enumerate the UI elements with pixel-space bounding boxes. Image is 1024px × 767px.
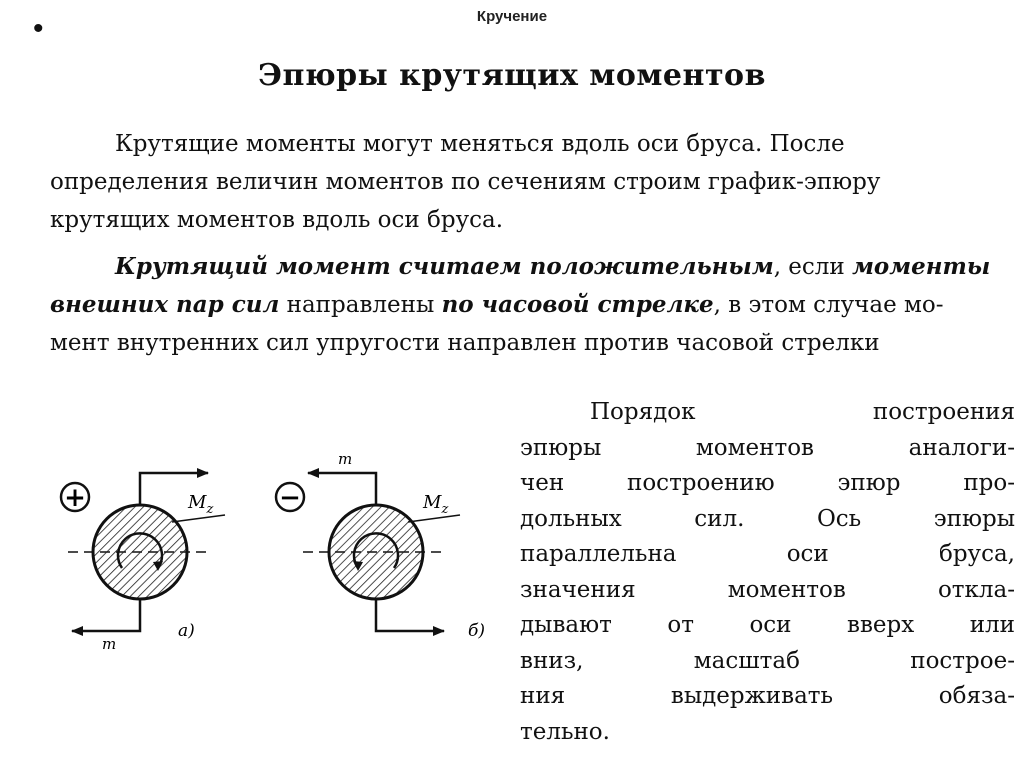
- couple-label-right: m: [338, 450, 353, 468]
- shaft-section-right: [329, 505, 423, 599]
- diagram-positive: [61, 473, 225, 653]
- moment-label-right: $M_z$: [423, 492, 449, 517]
- moment-label-left: $M_z$: [188, 492, 214, 517]
- couple-label-left: m: [102, 635, 117, 653]
- side-line-8: вниз, масштаб построе-: [520, 647, 1015, 674]
- side-line-10: тельно.: [520, 718, 610, 745]
- torque-sign-diagram: [40, 440, 510, 670]
- paragraph2-text: , в этом случае мо-: [713, 292, 944, 318]
- bullet-marker: •: [33, 12, 44, 45]
- paragraph2-text: направлены: [279, 292, 442, 318]
- shaft-section-left: [93, 505, 187, 599]
- side-line-9: ния выдерживать обяза-: [520, 683, 1015, 709]
- emphasis-moments: моменты: [852, 253, 991, 280]
- force-arrow-bottom-left: [72, 599, 140, 631]
- sign-negative: −: [279, 483, 301, 513]
- paragraph2-line-3: мент внутренних сил упругости направлен против часовой стрелки: [50, 330, 880, 356]
- moment-leader-left: [172, 515, 225, 522]
- side-line-6: значения моментов откла-: [520, 576, 1015, 603]
- paragraph1-line-1: Крутящие моменты могут меняться вдоль оси бруса. После: [115, 131, 845, 157]
- side-line-1: Порядок построения: [590, 399, 1015, 425]
- side-line-4: дольных сил. Ось эпюры: [520, 505, 1015, 532]
- paragraph2-text: , если: [773, 254, 853, 280]
- paragraph1-line-3: крутящих моментов вдоль оси бруса.: [50, 207, 504, 233]
- construction-order-text: [520, 395, 1015, 750]
- side-line-5: параллельна оси бруса,: [520, 541, 1015, 567]
- sign-positive: +: [64, 483, 86, 513]
- slide-title: Кручение: [476, 8, 548, 25]
- caption-left: а): [178, 621, 195, 641]
- force-arrow-bottom-right: [376, 599, 444, 631]
- paragraph1-line-2: определения величин моментов по сечениям строим график-эпюру: [50, 169, 881, 195]
- emphasis-external-couples: внешних пар сил: [50, 291, 280, 318]
- moment-leader-right: [408, 515, 460, 522]
- paragraph-torque-variation: [50, 125, 1015, 239]
- diagram-negative: [276, 450, 485, 641]
- force-arrow-top-right: [308, 473, 376, 505]
- side-line-7: дывают от оси вверх или: [520, 612, 1015, 638]
- side-line-2: эпюры моментов аналоги-: [520, 434, 1015, 461]
- paragraph-sign-convention: [50, 248, 1015, 362]
- section-heading: Эпюры крутящих моментов: [258, 58, 766, 93]
- emphasis-positive-moment: Крутящий момент считаем положительным: [115, 253, 774, 280]
- side-line-3: чен построению эпюр про-: [520, 470, 1015, 496]
- emphasis-clockwise: по часовой стрелке: [441, 291, 714, 318]
- paragraph2-line-2: [50, 286, 1015, 324]
- caption-right: б): [468, 621, 486, 641]
- paragraph2-line-1: [50, 248, 1015, 286]
